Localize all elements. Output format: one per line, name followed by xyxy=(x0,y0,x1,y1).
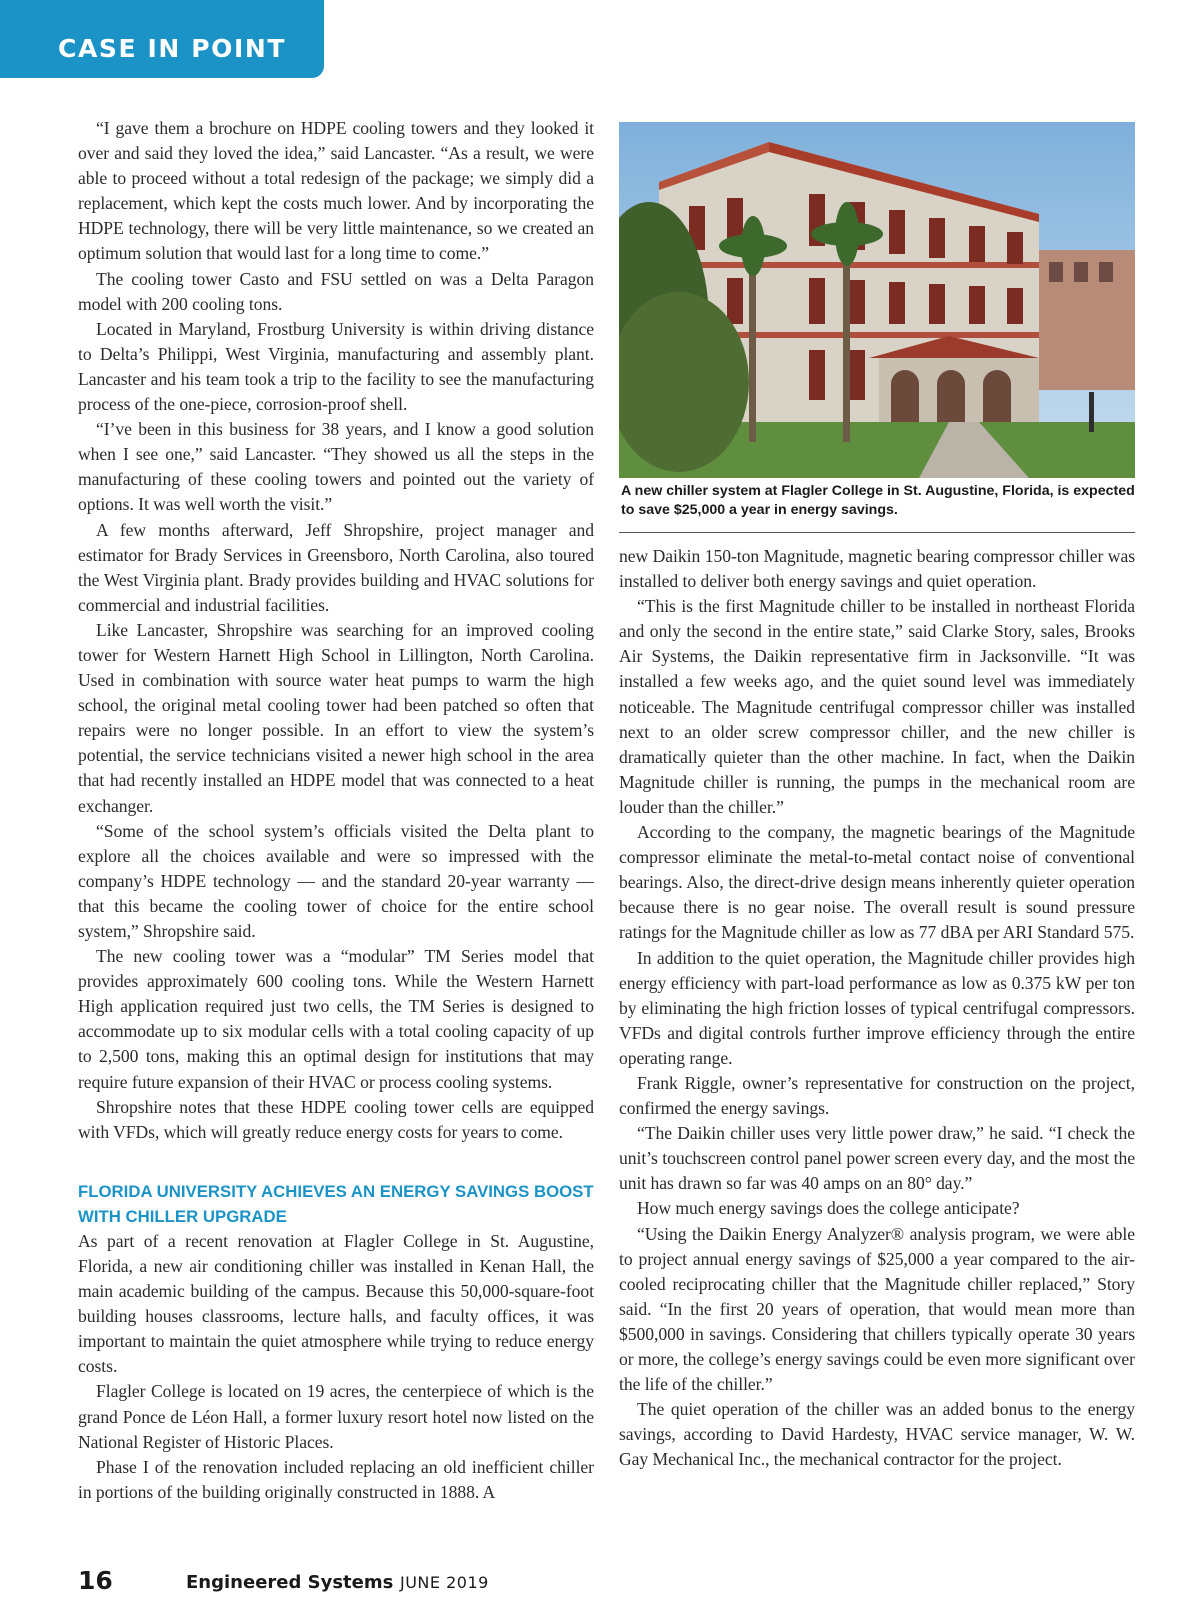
right-body-paragraph: In addition to the quiet operation, the Magnitude chiller provides high energy efficiency with part-load performance as low as 0.375 kW per ton by eliminating the high friction losses of typical centrifugal compressors. VFDs and digital controls further improve efficiency through the entire operating range. xyxy=(619,947,1135,1068)
magazine-name: Engineered Systems xyxy=(186,1572,394,1593)
left-body-paragraph: “I’ve been in this business for 38 years, and I know a good solution when I see one,” said Lancaster. “They showed us all the steps in the manufacturing of these cooling towers and pointed out the variety of options. It was well worth the visit.” xyxy=(78,419,594,515)
issue-date: JUNE 2019 xyxy=(400,1573,489,1592)
flagler-college-photo xyxy=(619,122,1135,478)
section-heading: FLORIDA UNIVERSITY ACHIEVES AN ENERGY SAVINGS BOOST WITH CHILLER UPGRADE xyxy=(78,1181,594,1226)
left-body-paragraph: “Some of the school system’s officials visited the Delta plant to explore all the choices available and were so impressed with the company’s HDPE technology — and the standard 20-year warranty — that this became the cooling tower of choice for the entire school system,” Shropshire said. xyxy=(78,820,594,941)
left-paragraphs-after xyxy=(78,1379,594,1504)
left-body-paragraph: Flagler College is located on 19 acres, the centerpiece of which is the grand Ponce de Léon Hall, a former luxury resort hotel now listed on the National Register of Historic Places. xyxy=(78,1381,594,1452)
right-body-paragraph: “Using the Daikin Energy Analyzer® analysis program, we were able to project annual energy savings of $25,000 a year compared to the air-cooled reciprocating chiller that the Magnitude chiller replaced,” Story said. “In the first 20 years of operation, that would mean more than $500,000 in savings. Considering that chillers typically operate 30 years or more, the college’s energy savings could be even more significant over the life of the chiller.” xyxy=(619,1223,1135,1395)
section-tab-label: CASE IN POINT xyxy=(58,34,287,63)
right-first-paragraph: new Daikin 150-ton Magnitude, magnetic bearing compressor chiller was installed to deliver both energy savings and quiet operation. xyxy=(619,546,1135,592)
right-body-paragraph: According to the company, the magnetic bearings of the Magnitude compressor eliminate the metal-to-metal contact noise of conventional bearings. Also, the direct-drive design means inherently quieter operation because there is no gear noise. The overall result is sound pressure ratings for the Magnitude chiller as low as 77 dBA per ARI Standard 575. xyxy=(619,822,1135,943)
left-body-paragraph: Phase I of the renovation included replacing an old inefficient chiller in portions of the building originally constructed in 1888. A xyxy=(78,1456,594,1502)
right-body-paragraph: “The Daikin chiller uses very little power draw,” he said. “I check the unit’s touchscreen control panel power screen every day, and the most the unit has drawn so far was 40 amps on an 80° day.” xyxy=(619,1123,1135,1194)
left-paragraphs-before xyxy=(78,116,594,1145)
left-body-paragraph: Like Lancaster, Shropshire was searching for an improved cooling tower for Western Harnett High School in Lillington, North Carolina. Used in combination with source water heat pumps to warm the high school, the original metal cooling tower had been patched so often that repairs were no longer possible. In an effort to view the system’s potential, the service technicians visited a newer high school in the area that had recently installed an HDPE model that was connected to a heat exchanger. xyxy=(78,619,594,816)
left-body-paragraph: The new cooling tower was a “modular” TM Series model that provides approximately 600 cooling tons. While the Western Harnett High application required just two cells, the TM Series is designed to accommodate up to six modular cells with a total cooling capacity of up to 2,500 tons, making this an optimal design for institutions that may require future expansion of their HVAC or process cooling systems. xyxy=(78,946,594,1092)
building-illustration xyxy=(619,122,1135,478)
caption-divider xyxy=(619,532,1135,533)
page-number: 16 xyxy=(78,1566,113,1595)
right-body-paragraph: How much energy savings does the college anticipate? xyxy=(637,1198,1020,1219)
section-first-paragraph: As part of a recent renovation at Flagler College in St. Augustine, Florida, a new air conditioning chiller was installed in Kenan Hall, the main academic building of the campus. Because this 50,000-square-foot building houses classrooms, lecture halls, and faculty offices, it was important to maintain the quiet atmosphere while trying to reduce energy costs. xyxy=(78,1230,594,1377)
photo-caption: A new chiller system at Flagler College in St. Augustine, Florida, is expected to save $25,000 a year in energy savings. xyxy=(621,483,1135,518)
left-body-paragraph: “I gave them a brochure on HDPE cooling towers and they looked it over and said they loved the idea,” said Lancaster. “As a result, we were able to proceed without a total redesign of the package; we simply did a replacement, which kept the costs much lower. And by incorporating the HDPE technology, there will be very little maintenance, so we created an optimum solution that would last for a long time to come.” xyxy=(78,118,594,264)
left-body-paragraph: Located in Maryland, Frostburg University is within driving distance to Delta’s Philippi, West Virginia, manufacturing and assembly plant. Lancaster and his team took a trip to the facility to see the manufacturing process of the one-piece, corrosion-proof shell. xyxy=(78,318,594,415)
right-column xyxy=(619,544,1135,1472)
right-body-paragraph: “This is the first Magnitude chiller to be installed in northeast Florida and only the second in the entire state,” said Clarke Story, sales, Brooks Air Systems, the Daikin representative firm in Jacksonville. “It was installed a few weeks ago, and the quiet sound level was immediately noticeable. The Magnitude centrifugal compressor chiller was installed next to an older screw compressor chiller, and the new chiller is dramatically quieter than the other machine. In fact, when the Daikin Magnitude chiller is running, the pumps in the mechanical room are louder than the chiller.” xyxy=(619,596,1135,817)
right-body-paragraph: Frank Riggle, owner’s representative for construction on the project, confirmed the energy savings. xyxy=(619,1072,1135,1119)
left-body-paragraph: Shropshire notes that these HDPE cooling tower cells are equipped with VFDs, which will greatly reduce energy costs for years to come. xyxy=(78,1096,594,1142)
left-column xyxy=(78,116,594,1505)
right-body-paragraph: The quiet operation of the chiller was an added bonus to the energy savings, according to David Hardesty, HVAC service manager, W. W. Gay Mechanical Inc., the mechanical contractor for the project. xyxy=(619,1399,1135,1470)
left-body-paragraph: A few months afterward, Jeff Shropshire, project manager and estimator for Brady Services in Greensboro, North Carolina, also toured the West Virginia plant. Brady provides building and HVAC solutions for commercial and industrial facilities. xyxy=(78,519,594,615)
right-paragraphs xyxy=(619,594,1135,1472)
left-body-paragraph: The cooling tower Casto and FSU settled on was a Delta Paragon model with 200 cooling tons. xyxy=(78,268,594,314)
section-tab xyxy=(0,0,324,78)
